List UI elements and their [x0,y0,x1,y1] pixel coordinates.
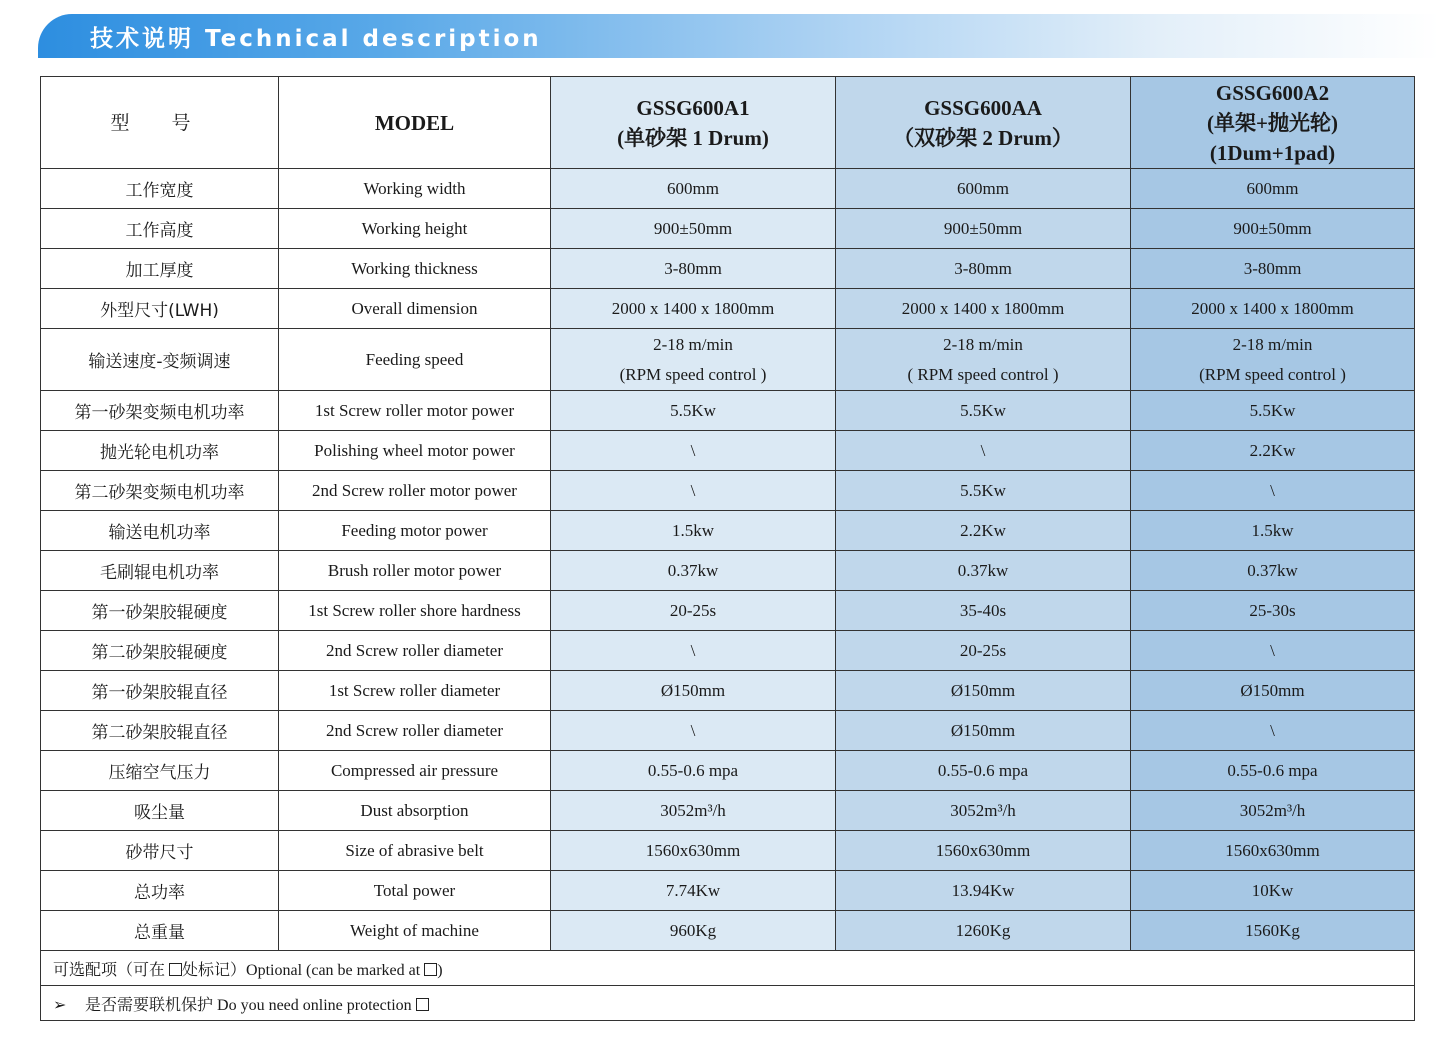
spec-table [40,76,1415,1021]
spec-value-model-2: 3-80mm [836,249,1131,289]
optional-note [41,951,1415,986]
spec-name-cn: 总功率 [41,871,279,911]
table-row [41,329,1415,391]
model-3-desc-2: (1Dum+1pad) [1209,140,1336,165]
header-model-1 [551,77,836,169]
table-body [41,169,1415,951]
spec-value-model-2: Ø150mm [836,711,1131,751]
spec-name-en: Working width [279,169,551,209]
arrow-bullet-icon: ➢ [53,996,67,1014]
spec-name-cn: 吸尘量 [41,791,279,831]
spec-value-model-1: 960Kg [551,911,836,951]
spec-name-cn: 第一砂架胶辊硬度 [41,591,279,631]
table-row [41,671,1415,711]
spec-value-model-1: 900±50mm [551,209,836,249]
spec-value-model-2-line1: 2-18 m/min [943,334,1023,354]
table-row [41,751,1415,791]
spec-value-model-3-line1: 2-18 m/min [1232,334,1313,354]
spec-value-model-2: \ [836,431,1131,471]
spec-value-model-1: 1.5kw [551,511,836,551]
spec-value-model-1: 2000 x 1400 x 1800mm [551,289,836,329]
spec-value-model-2: 2.2Kw [836,511,1131,551]
table-row [41,209,1415,249]
header-model-3 [1131,77,1415,169]
spec-name-en: Brush roller motor power [279,551,551,591]
spec-name-cn: 输送电机功率 [41,511,279,551]
spec-name-en: Working height [279,209,551,249]
protection-en: Do you need online protection [217,996,412,1014]
table-row [41,631,1415,671]
protection-note [41,986,1415,1021]
spec-name-en: Weight of machine [279,911,551,951]
spec-name-en: Feeding speed [279,329,551,391]
optional-end: ) [437,961,443,979]
model-3-desc: (单架+抛光轮) [1207,110,1338,135]
spec-value-model-3-line2: (RPM speed control ) [1199,364,1346,384]
spec-value-model-3: 900±50mm [1131,209,1415,249]
spec-name-en: 1st Screw roller diameter [279,671,551,711]
model-3-name: GSSG600A2 [1215,80,1330,105]
spec-value-model-2: Ø150mm [836,671,1131,711]
spec-value-model-3: \ [1131,711,1415,751]
optional-cn: 可选配项（可在 [53,959,166,979]
optional-en: Optional (can be marked at [246,961,421,979]
spec-name-cn: 输送速度-变频调速 [41,329,279,391]
spec-value-model-1: 3052m³/h [551,791,836,831]
spec-name-cn: 工作高度 [41,209,279,249]
spec-name-en: 1st Screw roller shore hardness [279,591,551,631]
spec-name-cn: 第二砂架变频电机功率 [41,471,279,511]
spec-value-model-1: 3-80mm [551,249,836,289]
spec-name-cn: 抛光轮电机功率 [41,431,279,471]
table-row [41,831,1415,871]
spec-value-model-2: 900±50mm [836,209,1131,249]
spec-value-model-2: 2000 x 1400 x 1800mm [836,289,1131,329]
spec-name-en: 2nd Screw roller motor power [279,471,551,511]
model-2-desc: （双砂架 2 Drum） [893,125,1073,150]
table-row [41,911,1415,951]
spec-value-model-1: \ [551,631,836,671]
spec-value-model-1: 1560x630mm [551,831,836,871]
spec-value-model-3: 600mm [1131,169,1415,209]
spec-name-cn: 砂带尺寸 [41,831,279,871]
table-row [41,169,1415,209]
optional-row [41,951,1415,986]
spec-name-en: 1st Screw roller motor power [279,391,551,431]
spec-name-cn: 第一砂架变频电机功率 [41,391,279,431]
table-row [41,249,1415,289]
spec-value-model-1: 5.5Kw [551,391,836,431]
spec-name-cn: 加工厚度 [41,249,279,289]
spec-value-model-3: 25-30s [1131,591,1415,631]
protection-checkbox[interactable] [416,998,429,1011]
spec-value-model-1 [551,329,836,391]
spec-value-model-3: 1.5kw [1131,511,1415,551]
spec-name-cn: 外型尺寸(LWH) [41,289,279,329]
spec-name-cn: 总重量 [41,911,279,951]
spec-value-model-1: 0.37kw [551,551,836,591]
spec-value-model-3: 2.2Kw [1131,431,1415,471]
table-row [41,791,1415,831]
spec-value-model-3: 1560Kg [1131,911,1415,951]
spec-value-model-3: 0.55-0.6 mpa [1131,751,1415,791]
spec-name-cn: 毛刷辊电机功率 [41,551,279,591]
model-1-desc: (单砂架 1 Drum) [617,125,769,150]
spec-name-cn: 工作宽度 [41,169,279,209]
spec-value-model-3: 2000 x 1400 x 1800mm [1131,289,1415,329]
spec-value-model-3: \ [1131,631,1415,671]
model-2-name: GSSG600AA [924,95,1042,120]
spec-name-en: 2nd Screw roller diameter [279,631,551,671]
spec-name-cn: 压缩空气压力 [41,751,279,791]
spec-value-model-3: Ø150mm [1131,671,1415,711]
spec-name-cn: 第二砂架胶辊直径 [41,711,279,751]
spec-value-model-2: 600mm [836,169,1131,209]
spec-value-model-1-line1: 2-18 m/min [653,334,733,354]
spec-name-en: Overall dimension [279,289,551,329]
spec-value-model-1: \ [551,431,836,471]
table-row [41,711,1415,751]
header-cn-model: 型 号 [41,77,279,169]
spec-value-model-2: 35-40s [836,591,1131,631]
protection-cn: 是否需要联机保护 [85,994,214,1014]
spec-value-model-3: 10Kw [1131,871,1415,911]
spec-value-model-2-line2: ( RPM speed control ) [907,364,1059,384]
spec-value-model-2: 3052m³/h [836,791,1131,831]
spec-value-model-2: 20-25s [836,631,1131,671]
spec-value-model-3: 1560x630mm [1131,831,1415,871]
table-row [41,289,1415,329]
table-row [41,591,1415,631]
spec-table-wrapper [40,76,1415,1021]
spec-value-model-2: 1560x630mm [836,831,1131,871]
table-row [41,871,1415,911]
checkbox-icon [169,963,182,976]
spec-value-model-1: 600mm [551,169,836,209]
spec-value-model-2: 5.5Kw [836,391,1131,431]
spec-name-en: 2nd Screw roller diameter [279,711,551,751]
spec-value-model-3: 3052m³/h [1131,791,1415,831]
spec-value-model-2: 1260Kg [836,911,1131,951]
spec-name-en: Total power [279,871,551,911]
spec-name-en: Feeding motor power [279,511,551,551]
spec-value-model-2: 5.5Kw [836,471,1131,511]
header-en-model: MODEL [279,77,551,169]
spec-value-model-1: 0.55-0.6 mpa [551,751,836,791]
spec-value-model-1: \ [551,471,836,511]
section-title: 技术说明 Technical description [90,26,542,52]
spec-value-model-1: Ø150mm [551,671,836,711]
spec-value-model-3: \ [1131,471,1415,511]
spec-value-model-3: 0.37kw [1131,551,1415,591]
spec-value-model-2: 0.37kw [836,551,1131,591]
header-model-2 [836,77,1131,169]
table-row [41,431,1415,471]
table-row [41,551,1415,591]
spec-name-en: Dust absorption [279,791,551,831]
protection-row [41,986,1415,1021]
table-row [41,391,1415,431]
spec-name-cn: 第一砂架胶辊直径 [41,671,279,711]
table-header-row [41,77,1415,169]
spec-value-model-2 [836,329,1131,391]
spec-value-model-3: 3-80mm [1131,249,1415,289]
table-row [41,471,1415,511]
spec-value-model-3: 5.5Kw [1131,391,1415,431]
model-1-name: GSSG600A1 [636,95,750,120]
spec-value-model-1-line2: (RPM speed control ) [619,364,767,384]
spec-name-cn: 第二砂架胶辊硬度 [41,631,279,671]
spec-name-en: Polishing wheel motor power [279,431,551,471]
checkbox-icon [424,963,437,976]
optional-cn-2: 处标记） [182,959,247,979]
spec-value-model-2: 0.55-0.6 mpa [836,751,1131,791]
spec-value-model-3 [1131,329,1415,391]
spec-name-en: Working thickness [279,249,551,289]
spec-value-model-1: 7.74Kw [551,871,836,911]
spec-name-en: Compressed air pressure [279,751,551,791]
spec-value-model-2: 13.94Kw [836,871,1131,911]
spec-value-model-1: \ [551,711,836,751]
spec-value-model-1: 20-25s [551,591,836,631]
table-row [41,511,1415,551]
spec-name-en: Size of abrasive belt [279,831,551,871]
